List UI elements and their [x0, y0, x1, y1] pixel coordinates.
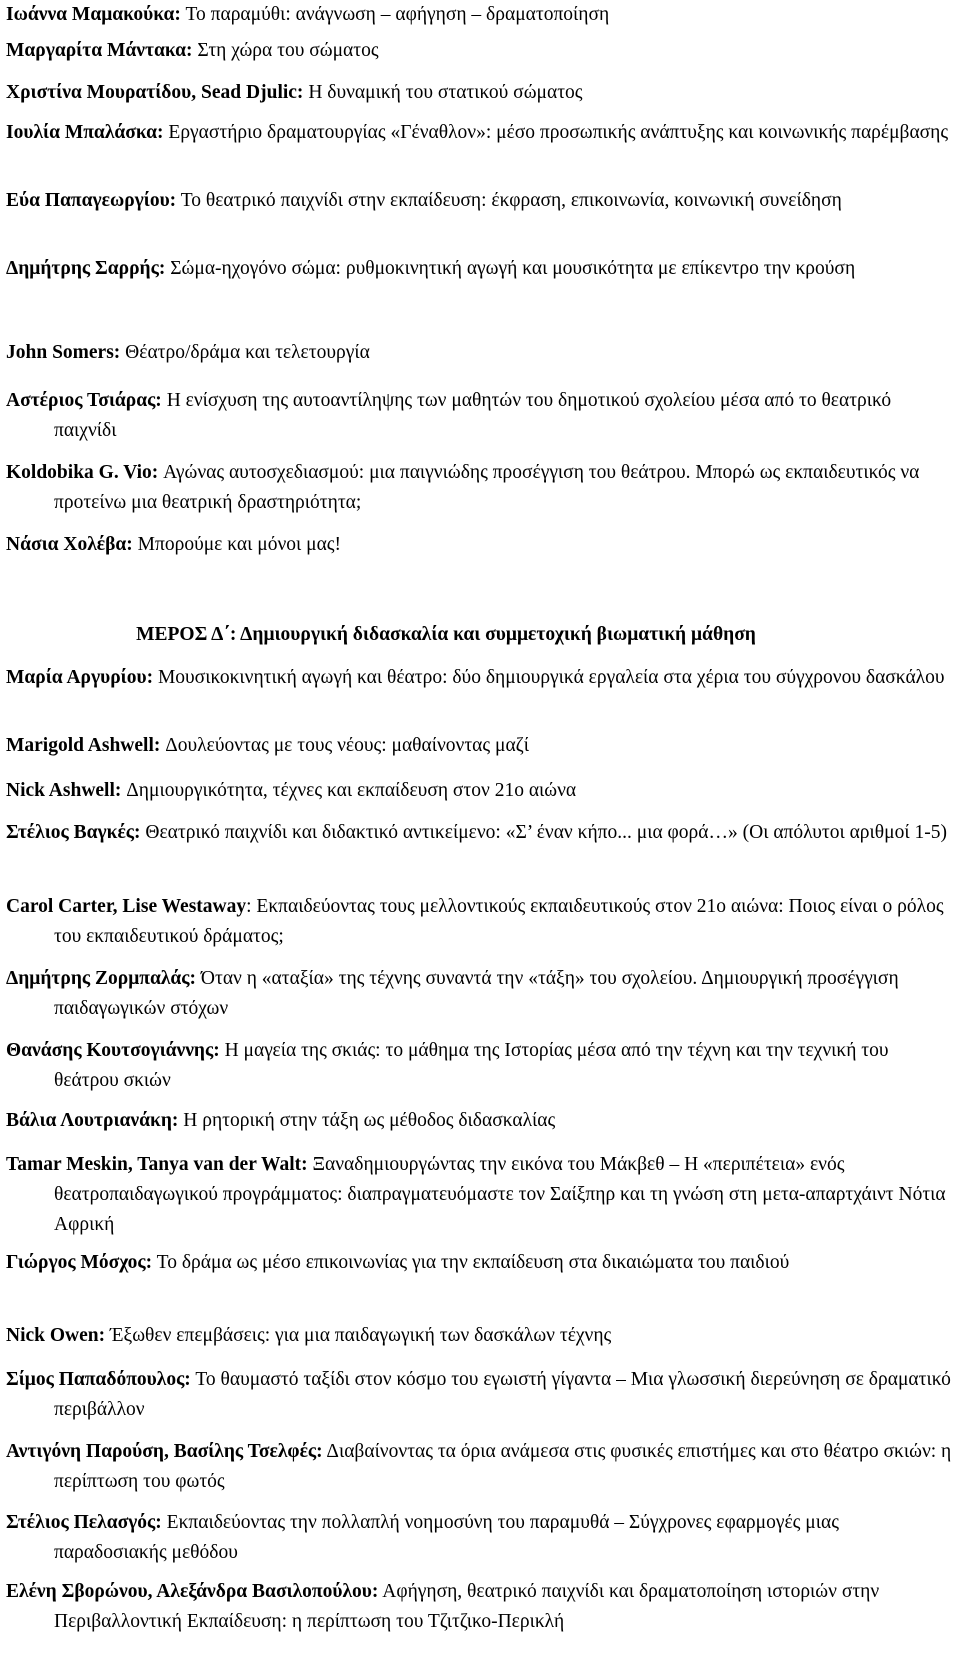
entry-title: Έξωθεν επεμβάσεις: για μια παιδαγωγική των δασκάλων τέχνης: [105, 1325, 612, 1346]
toc-entry: [6, 1365, 956, 1425]
entry-author: Nick Ashwell:: [6, 780, 122, 801]
entry-author: Μαργαρίτα Μάντακα:: [6, 40, 193, 61]
entry-author: Carol Carter, Lise Westaway: [6, 896, 247, 917]
entry-title: Η μαγεία της σκιάς: το μάθημα της Ιστορίας μέσα από την τέχνη και την τεχνική του θεάτρου σκιών: [54, 1040, 889, 1091]
entry-author: Βάλια Λουτριανάκη:: [6, 1110, 179, 1131]
entry-title: Αφήγηση, θεατρικό παιχνίδι και δραματοποίηση ιστοριών στην Περιβαλλοντική Εκπαίδευση: η περίπτωση του Τζιτζικο-Περικλή: [54, 1581, 880, 1632]
entry-title: Δουλεύοντας με τους νέους: μαθαίνοντας μαζί: [160, 735, 529, 756]
toc-entry: [6, 1150, 956, 1240]
toc-entry: [6, 818, 947, 848]
entry-author: Στέλιος Πελασγός:: [6, 1512, 162, 1533]
toc-entry: [6, 776, 576, 806]
entry-author: Χριστίνα Μουρατίδου, Sead Djulic:: [6, 82, 304, 103]
entry-author: Δημήτρης Σαρρής:: [6, 258, 166, 279]
entry-title: Η ρητορική στην τάξη ως μέθοδος διδασκαλίας: [178, 1110, 556, 1131]
toc-entry: [6, 36, 379, 66]
entry-author: Εύα Παπαγεωργίου:: [6, 190, 177, 211]
entry-author: John Somers:: [6, 342, 121, 363]
entry-title: Εκπαιδεύοντας την πολλαπλή νοημοσύνη του παραμυθά – Σύγχρονες εφαρμογές μιας παραδοσιακής μεθόδου: [54, 1512, 839, 1563]
entry-title: Αγώνας αυτοσχεδιασμού: μια παιγνιώδης προσέγγιση του θεάτρου. Μπορώ ως εκπαιδευτικός να προτείνω μια θεατρική δραστηριότητα;: [54, 462, 920, 513]
entry-author: Marigold Ashwell:: [6, 735, 161, 756]
entry-author: Koldobika G. Vio:: [6, 462, 159, 483]
toc-entry: [6, 1036, 956, 1096]
toc-entry: [6, 78, 583, 108]
entry-title: Διαβαίνοντας τα όρια ανάμεσα στις φυσικές επιστήμες και στο θέατρο σκιών: η περίπτωση του φωτός: [54, 1441, 952, 1492]
entry-author: Tamar Meskin, Tanya van der Walt:: [6, 1154, 308, 1175]
entry-title: Το θεατρικό παιχνίδι στην εκπαίδευση: έκφραση, επικοινωνία, κοινωνική συνείδηση: [176, 190, 842, 211]
entry-author: Ιωάννα Μαμακούκα:: [6, 4, 181, 25]
section-heading: ΜΕΡΟΣ Δ΄: Δημιουργική διδασκαλία και συμμετοχική βιωματική μάθηση: [136, 624, 756, 645]
toc-entry: [6, 1577, 956, 1637]
toc-entry: [6, 1508, 956, 1568]
entry-title: Η δυναμική του στατικού σώματος: [303, 82, 583, 103]
entry-author: Ιουλία Μπαλάσκα:: [6, 122, 164, 143]
toc-entry: [6, 964, 956, 1024]
entry-author: Νάσια Χολέβα:: [6, 534, 133, 555]
entry-title: Θεατρικό παιχνίδι και διδακτικό αντικείμενο: «Σ’ έναν κήπο... μια φορά…» (Οι απόλυτοι αριθμοί 1-5): [140, 822, 947, 843]
entry-author: Μαρία Αργυρίου:: [6, 667, 154, 688]
toc-entry: [6, 458, 956, 518]
entry-author: Ελένη Σβορώνου, Αλεξάνδρα Βασιλοπούλου:: [6, 1581, 379, 1602]
entry-title: Ξαναδημιουργώντας την εικόνα του Μάκβεθ – Η «περιπέτεια» ενός θεατροπαιδαγωγικού προγράμματος: διαπραγματευόμαστε τον Σαίξπηρ και τη γνώση στη μετα-απαρτχάιντ Νότια Αφρική: [54, 1154, 946, 1235]
entry-author: Σίμος Παπαδόπουλος:: [6, 1369, 191, 1390]
toc-entry: [6, 1248, 789, 1278]
entry-title: Εργαστήριο δραματουργίας «Γέναθλον»: μέσο προσωπικής ανάπτυξης και κοινωνικής παρέμβασης: [163, 122, 949, 143]
toc-entry: [6, 1321, 611, 1351]
entry-title: : Εκπαιδεύοντας τους μελλοντικούς εκπαιδευτικούς στον 21ο αιώνα: Ποιος είναι ο ρόλος του εκπαιδευτικού δράματος;: [54, 896, 944, 947]
toc-entry: [6, 338, 370, 368]
toc-entry: [6, 1437, 956, 1497]
entry-title: Δημιουργικότητα, τέχνες και εκπαίδευση στον 21ο αιώνα: [121, 780, 577, 801]
entry-title: Το θαυμαστό ταξίδι στον κόσμο του εγωιστή γίγαντα – Μια γλωσσική διερεύνηση σε δραματικό περιβάλλον: [54, 1369, 951, 1420]
toc-entry: [6, 186, 842, 216]
toc-entry: [6, 663, 945, 693]
entry-title: Το παραμύθι: ανάγνωση – αφήγηση – δραματοποίηση: [180, 4, 610, 25]
toc-entry: [6, 892, 956, 952]
entry-title: Μουσικοκινητική αγωγή και θέατρο: δύο δημιουργικά εργαλεία στα χέρια του σύγχρονου δασκάλου: [153, 667, 945, 688]
toc-entry: [6, 1106, 555, 1136]
entry-title: Μπορούμε και μόνοι μας!: [132, 534, 342, 555]
entry-author: Αντιγόνη Παρούση, Βασίλης Τσελφές:: [6, 1441, 323, 1462]
entry-title: Η ενίσχυση της αυτοαντίληψης των μαθητών του δημοτικού σχολείου μέσα από το θεατρικό παιχνίδι: [54, 390, 892, 441]
entry-title: Στη χώρα του σώματος: [192, 40, 379, 61]
toc-entry: [6, 386, 956, 446]
entry-title: Το δράμα ως μέσο επικοινωνίας για την εκπαίδευση στα δικαιώματα του παιδιού: [152, 1252, 790, 1273]
toc-entry: [6, 0, 609, 30]
entry-title: Όταν η «αταξία» της τέχνης συναντά την «τάξη» του σχολείου. Δημιουργική προσέγγιση παιδαγωγικών στόχων: [54, 968, 899, 1019]
toc-entry: [6, 254, 855, 284]
toc-entry: [6, 530, 341, 560]
toc-entry: [6, 118, 948, 148]
entry-author: Γιώργος Μόσχος:: [6, 1252, 153, 1273]
entry-author: Στέλιος Βαγκές:: [6, 822, 141, 843]
toc-entry: [6, 731, 529, 761]
entry-author: Αστέριος Τσιάρας:: [6, 390, 162, 411]
entry-title: Σώμα-ηχογόνο σώμα: ρυθμοκινητική αγωγή και μουσικότητα με επίκεντρο την κρούση: [165, 258, 856, 279]
entry-author: Θανάσης Κουτσογιάννης:: [6, 1040, 220, 1061]
entry-author: Δημήτρης Ζορμπαλάς:: [6, 968, 197, 989]
entry-title: Θέατρο/δράμα και τελετουργία: [120, 342, 370, 363]
entry-author: Nick Owen:: [6, 1325, 106, 1346]
